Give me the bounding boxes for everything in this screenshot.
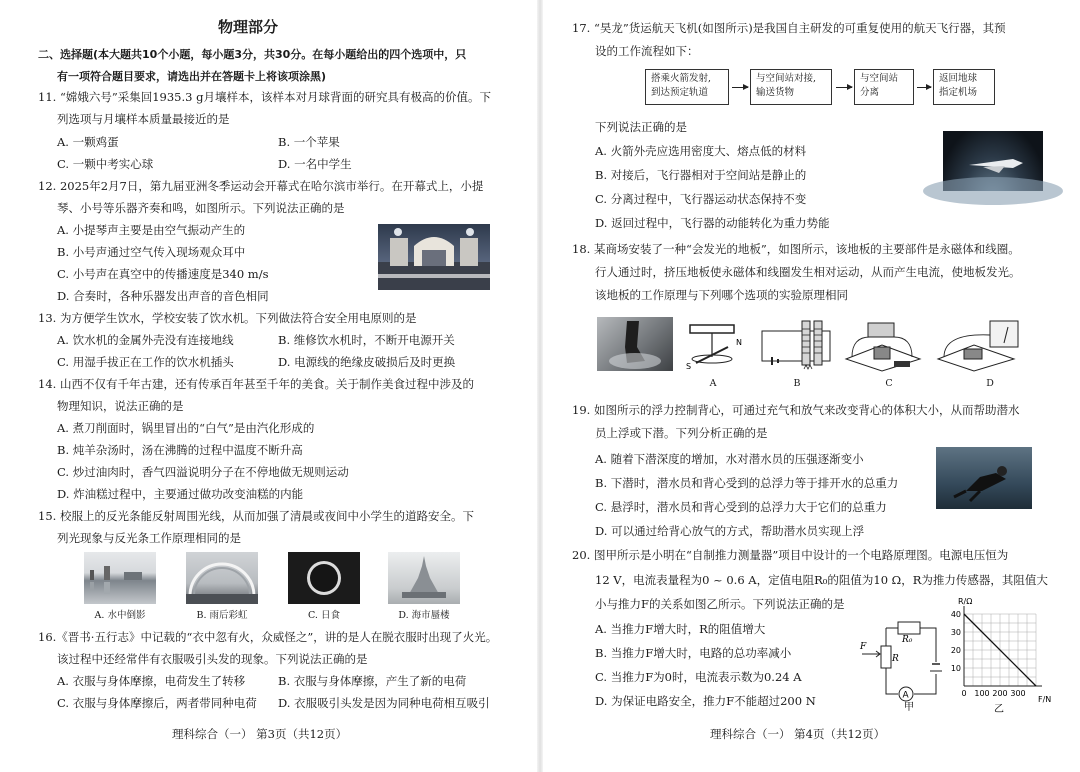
q19-diver-photo — [936, 447, 1032, 509]
q18-label-c: C — [885, 378, 893, 389]
q13-stem: 13. 为方便学生饮水，学校安装了饮水机。下列做法符合安全用电原则的是 — [38, 311, 417, 325]
graph-x-axis-label: F/N — [1038, 695, 1052, 704]
q17-spaceplane-photo — [943, 131, 1043, 191]
q20-circuit-diagram — [858, 616, 952, 712]
q13-option-c: C. 用湿手拔正在工作的饮水机插头 — [57, 355, 234, 369]
graph-y-tick-label: 20 — [950, 646, 961, 655]
q16-option-c: C. 衣服与身体摩擦后，两者带同种电荷 — [57, 696, 257, 710]
q18-stem-line2: 行人通过时，挤压地板使永磁体和线圈发生相对运动，从而产生电流，使地板发光。 — [595, 265, 1021, 279]
q11-stem-line1: 11. “嫦娥六号”采集回1935.3 g月壤样本，该样本对月球背面的研究具有极高的价值。下 — [38, 90, 491, 104]
q17-stem-line2: 设的工作流程如下： — [595, 44, 699, 58]
q16-stem-line2: 该过程中还经常伴有衣服吸引头发的现象。下列说法正确的是 — [57, 652, 368, 666]
q18-diagram-a — [678, 319, 746, 371]
q16-option-a: A. 衣服与身体摩擦，电荷发生了转移 — [57, 674, 246, 688]
q14-option-d: D. 炸油糕过程中，主要通过做功改变油糕的内能 — [57, 487, 304, 501]
q20-option-d: D. 为保证电路安全，推力F不能超过200 N — [595, 694, 816, 708]
q18-diagram-d — [934, 317, 1026, 373]
q15-caption-a: A. 水中倒影 — [94, 610, 146, 621]
q20-r0-label: R₀ — [902, 635, 913, 645]
q11-option-c: C. 一颗中考实心球 — [57, 157, 154, 171]
q19-option-a: A. 随着下潜深度的增加，水对潜水员的压强逐渐变小 — [595, 452, 864, 466]
q20-option-b: B. 当推力F增大时，电路的总功率减小 — [595, 646, 792, 660]
graph-y-tick-label: 10 — [950, 664, 961, 673]
q18-label-a: A — [709, 378, 717, 389]
q12-stage-photo — [378, 224, 490, 290]
q17-flow-step-1 — [645, 69, 729, 105]
q18-stem-line1: 18. 某商场安装了一种“会发光的地板”，如图所示，该地板的主要部件是永磁体和线圈。 — [572, 242, 1020, 256]
q12-option-a: A. 小提琴声主要是由空气振动产生的 — [57, 223, 246, 237]
q13-option-b: B. 维修饮水机时，不断开电源开关 — [278, 333, 455, 347]
q18-compass-s-label: S — [686, 362, 692, 371]
q19-option-c: C. 悬浮时，潜水员和背心受到的总浮力大于它们的总重力 — [595, 500, 887, 514]
q19-option-b: B. 下潜时，潜水员和背心受到的总浮力等于排开水的总重力 — [595, 476, 899, 490]
q14-stem-line2: 物理知识，说法正确的是 — [57, 399, 184, 413]
page-title: 物理部分 — [218, 18, 279, 36]
q14-option-b: B. 炖羊杂汤时，汤在沸腾的过程中温度不断升高 — [57, 443, 303, 457]
q15-caption-d: D. 海市蜃楼 — [398, 610, 450, 621]
q20-option-a: A. 当推力F增大时，R的阻值增大 — [595, 622, 766, 636]
q17-option-a: A. 火箭外壳应选用密度大、熔点低的材料 — [595, 144, 807, 158]
q17-stem-line1: 17. “昊龙”货运航天飞机(如图所示)是我国自主研发的可重复使用的航天飞行器，其预 — [572, 21, 1006, 35]
q17-flow-step-4 — [933, 69, 995, 105]
q17-flow-step-4-line1: 返回地球 — [939, 73, 978, 84]
q17-flow-step-3-line1: 与空间站 — [860, 73, 899, 84]
q18-diagram-b — [758, 317, 834, 373]
right-page-footer: 理科综合（一） 第4页（共12页） — [710, 727, 886, 741]
q14-option-c: C. 炒过油肉时，香气四溢说明分子在不停地做无规则运动 — [57, 465, 349, 479]
q15-photo-rainbow — [186, 552, 258, 604]
q17-flow-arrow-3 — [917, 87, 931, 88]
q19-stem-line1: 19. 如图所示的浮力控制背心，可通过充气和放气来改变背心的体积大小，从而帮助潜水 — [572, 403, 1020, 417]
q15-photo-eclipse — [288, 552, 360, 604]
q15-stem-line1: 15. 校服上的反光条能反射周围光线，从而加强了清晨或夜间中小学生的道路安全。下 — [38, 509, 474, 523]
q13-option-d: D. 电源线的绝缘皮破损后及时更换 — [278, 355, 456, 369]
left-page-footer: 理科综合（一） 第3页（共12页） — [172, 727, 348, 741]
graph-y-axis-label: R/Ω — [958, 597, 973, 606]
q12-option-d: D. 合奏时，各种乐器发出声音的音色相同 — [57, 289, 269, 303]
q17-flow-step-2-line1: 与空间站对接, — [756, 73, 817, 84]
q11-option-a: A. 一颗鸡蛋 — [57, 135, 119, 149]
q12-option-c: C. 小号声在真空中的传播速度是340 m/s — [57, 267, 269, 281]
q15-photo-reflection — [84, 552, 156, 604]
q20-option-c: C. 当推力F为0时，电流表示数为0.24 A — [595, 670, 802, 684]
graph-caption: 乙 — [994, 704, 1004, 715]
q16-stem-line1: 16.《晋书·五行志》中记载的“衣中忽有火，众威怪之”，讲的是人在脱衣服时出现了火光。 — [38, 630, 498, 644]
q15-caption-c: C. 日食 — [308, 610, 340, 621]
section-instruction-line1: 二、选择题(本大题共10个小题，每小题3分，共30分。在每小题给出的四个选项中，只 — [38, 48, 467, 61]
q18-compass-n-label: N — [736, 338, 742, 347]
q13-option-a: A. 饮水机的金属外壳没有连接地线 — [57, 333, 234, 347]
q17-flow-arrow-2 — [836, 87, 852, 88]
q16-option-d: D. 衣服吸引头发是因为同种电荷相互吸引 — [278, 696, 490, 710]
q20-stem-line1: 20. 图甲所示是小明在“自制推力测量器”项目中设计的一个电路原理图。电源电压恒为 — [572, 548, 1009, 562]
q20-stem-line3: 小与推力F的关系如图乙所示。下列说法正确的是 — [595, 597, 845, 611]
q15-stem-line2: 列光现象与反光条工作原理相同的是 — [57, 531, 241, 545]
q18-diagram-c — [842, 317, 926, 373]
q20-stem-line2: 12 V，电流表量程为0 ~ 0.6 A，定值电阻R₀的阻值为10 Ω，R为推力传感器，其阻值大 — [595, 573, 1048, 587]
q17-flow-step-2 — [750, 69, 832, 105]
q11-option-b: B. 一个苹果 — [278, 135, 340, 149]
q17-option-b: B. 对接后，飞行器相对于空间站是静止的 — [595, 168, 807, 182]
q16-option-b: B. 衣服与身体摩擦，产生了新的电荷 — [278, 674, 467, 688]
section-instruction-line2: 有一项符合题目要求，请选出并在答题卡上将该项涂黑) — [57, 70, 327, 83]
q15-photo-mirage — [388, 552, 460, 604]
q15-caption-b: B. 雨后彩虹 — [196, 610, 248, 621]
graph-x-tick-label: 300 — [1010, 689, 1026, 698]
q14-option-a: A. 煮刀削面时，锅里冒出的“白气”是由汽化形成的 — [57, 421, 315, 435]
q18-floor-photo — [597, 317, 673, 371]
q17-option-d: D. 返回过程中，飞行器的动能转化为重力势能 — [595, 216, 830, 230]
q19-option-d: D. 可以通过给背心放气的方式，帮助潜水员实现上浮 — [595, 524, 865, 538]
q20-circuit-caption: 甲 — [904, 702, 914, 713]
q11-option-d: D. 一名中学生 — [278, 157, 352, 171]
q19-stem-line2: 员上浮或下潜。下列分析正确的是 — [595, 426, 768, 440]
q20-r-label: R — [892, 654, 899, 664]
q14-stem-line1: 14. 山西不仅有千年古建，还有传承百年甚至千年的美食。关于制作美食过程中涉及的 — [38, 377, 474, 391]
q17-flow-step-4-line2: 指定机场 — [939, 87, 978, 98]
q17-option-c: C. 分离过程中，飞行器运动状态保持不变 — [595, 192, 807, 206]
graph-y-tick-label: 30 — [950, 628, 961, 637]
q17-flow-step-2-line2: 输送货物 — [756, 87, 795, 98]
q17-flow-step-1-line1: 搭乘火箭发射, — [651, 73, 712, 84]
q17-flow-arrow-1 — [732, 87, 748, 88]
q17-flow-step-3 — [854, 69, 914, 105]
q12-stem-line2: 琴、小号等乐器齐奏和鸣，如图所示。下列说法正确的是 — [57, 201, 345, 215]
right-page — [540, 0, 1080, 772]
q17-question: 下列说法正确的是 — [595, 120, 687, 134]
q17-flow-step-3-line2: 分离 — [860, 87, 880, 98]
q20-ammeter-label: A — [902, 690, 909, 701]
q18-label-d: D — [986, 378, 994, 389]
q11-stem-line2: 列选项与月壤样本质量最接近的是 — [57, 112, 230, 126]
graph-x-tick-label: 100 — [974, 689, 990, 698]
q18-label-b: B — [793, 378, 801, 389]
q12-stem-line1: 12. 2025年2月7日，第九届亚洲冬季运动会开幕式在哈尔滨市举行。在开幕式上，小提 — [38, 179, 484, 193]
q18-stem-line3: 该地板的工作原理与下列哪个选项的实验原理相同 — [595, 288, 848, 302]
graph-x-tick-label: 200 — [992, 689, 1008, 698]
q17-flow-step-1-line2: 到达预定轨道 — [651, 87, 709, 98]
q20-f-label: F — [860, 642, 867, 652]
graph-y-tick-label: 40 — [950, 610, 961, 619]
q12-option-b: B. 小号声通过空气传入现场观众耳中 — [57, 245, 246, 259]
graph-x-tick-label: 0 — [961, 689, 967, 698]
q20-r-f-graph — [944, 596, 1052, 715]
